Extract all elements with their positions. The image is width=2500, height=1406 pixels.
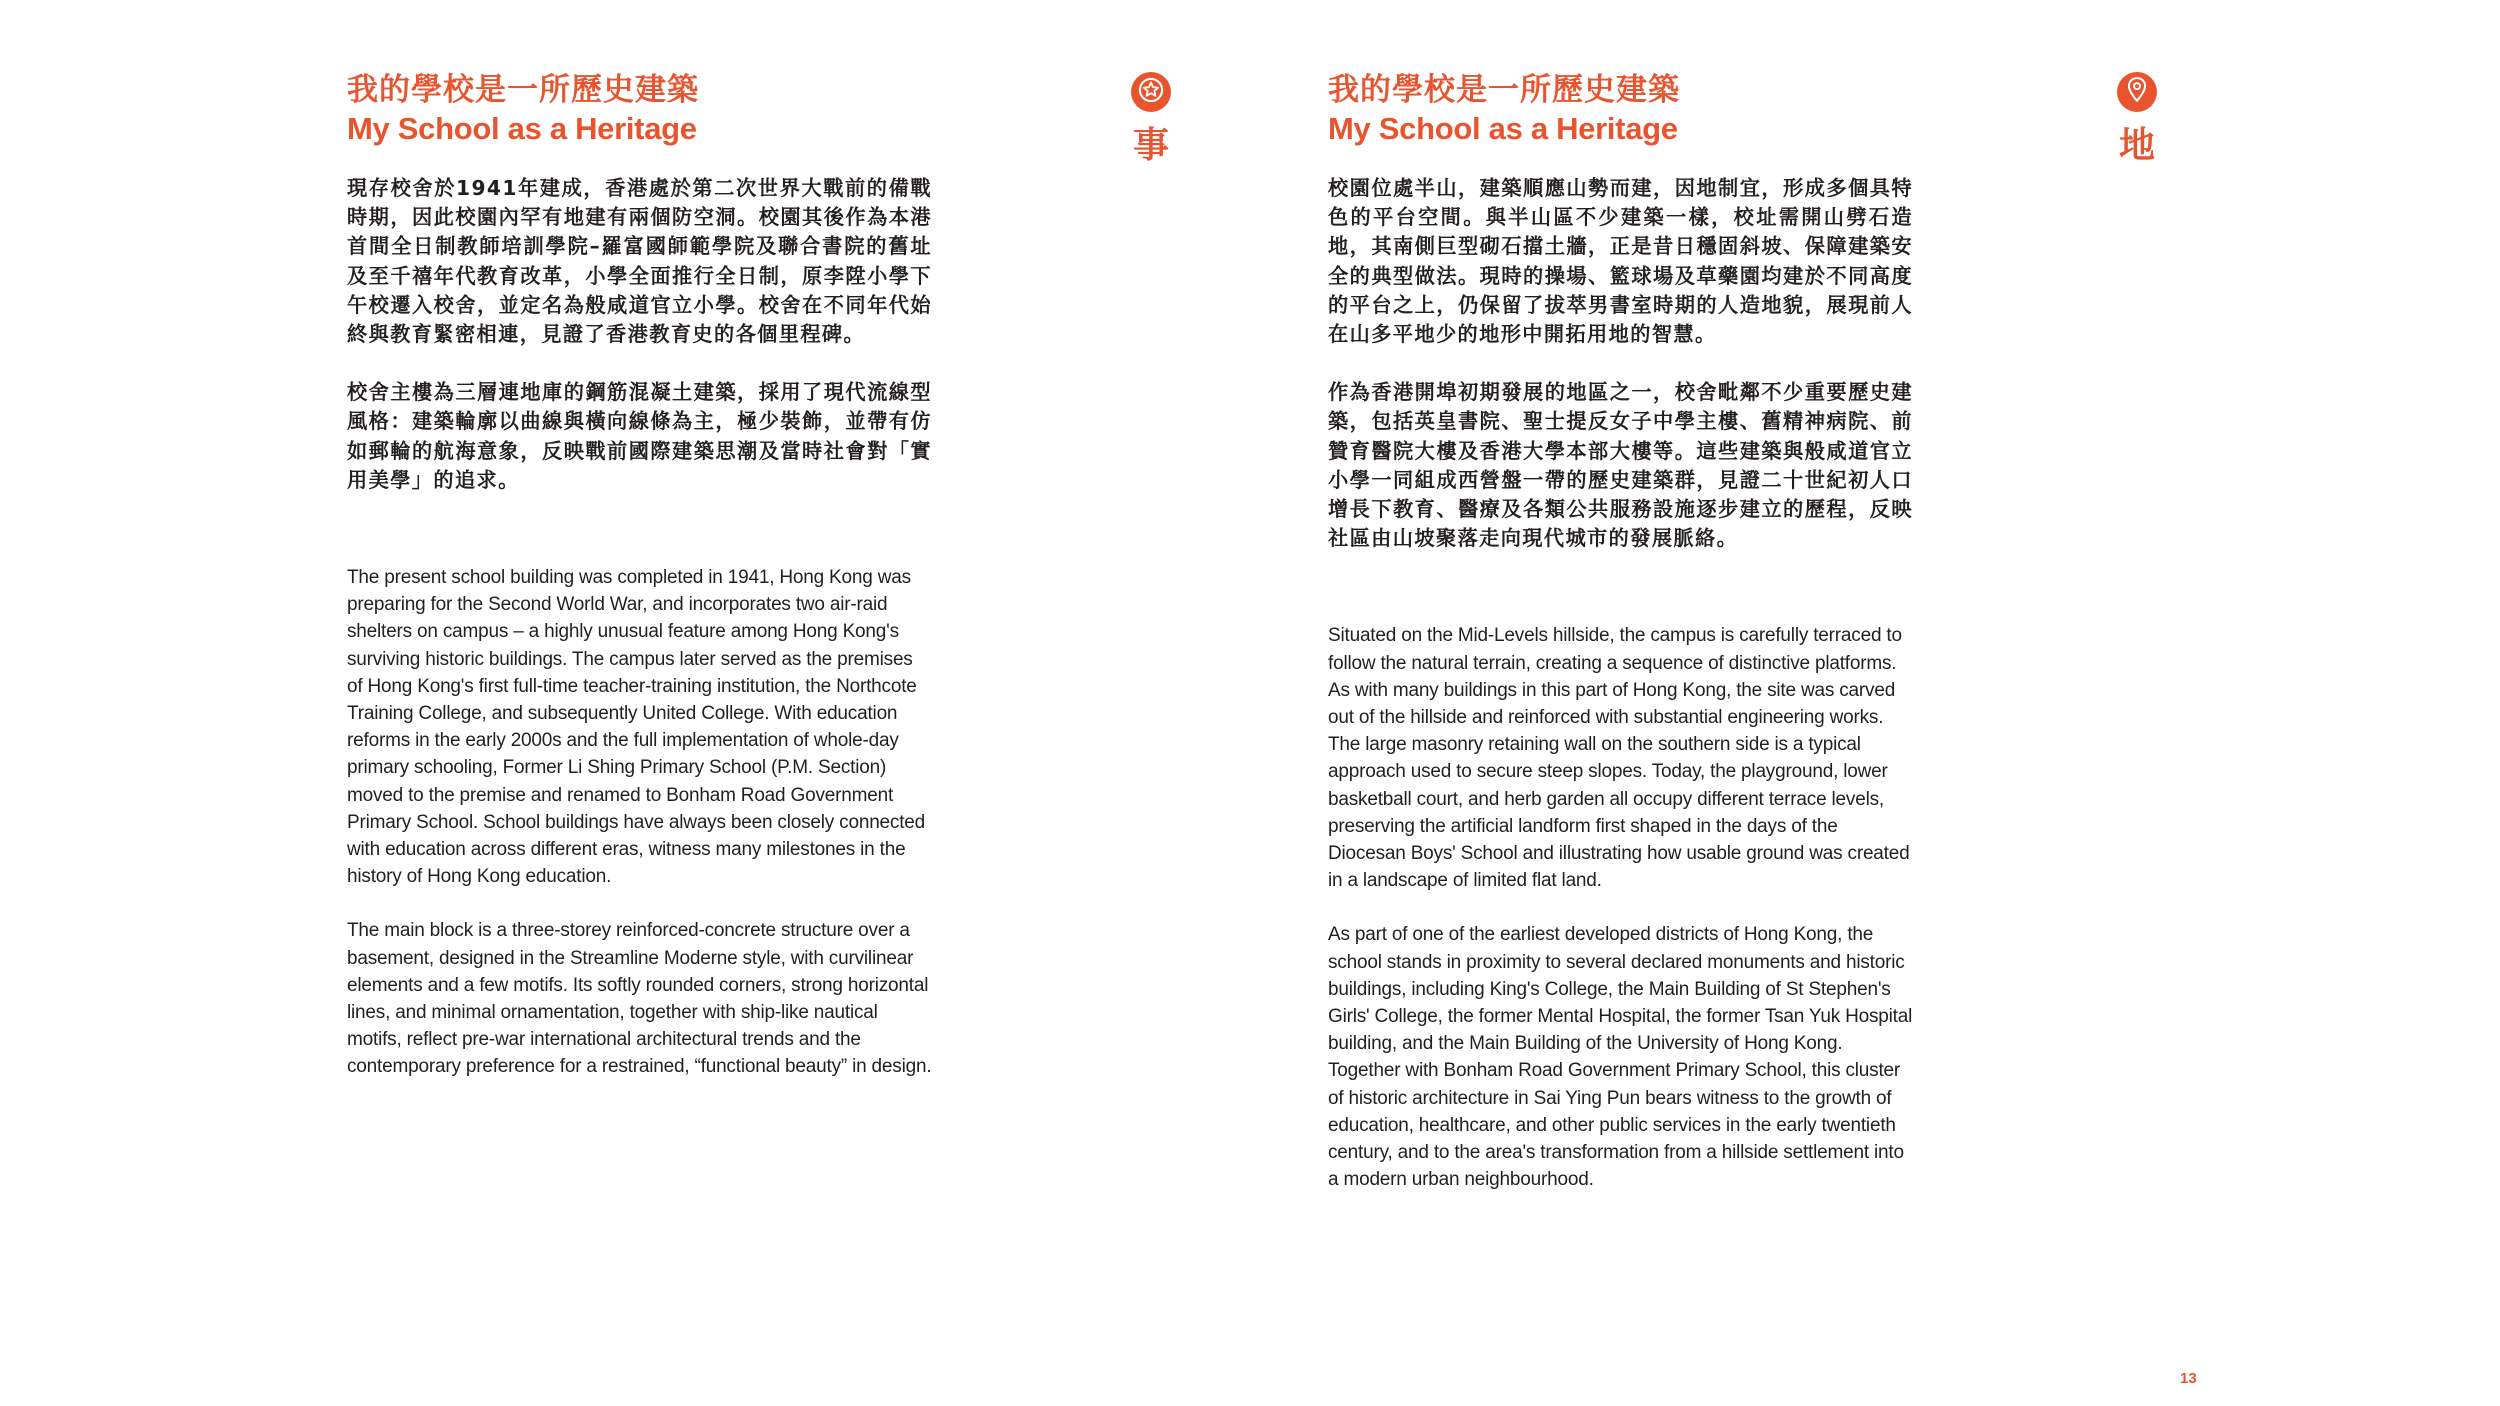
left-zh-paragraph-1: 現存校舍於1941年建成，香港處於第二次世界大戰前的備戰時期，因此校園內罕有地建有兩個防空洞。校園其後作為本港首間全日制教師培訓學院–羅富國師範學院及聯合書院的舊址及至千禧年代教育改革，小學全面推行全日制，原李陞小學下午校遷入校舍，並定名為般咸道官立小學。校舍在不同年代始終與教育緊密相連，見證了香港教育史的各個里程碑。 xyxy=(347,176,932,347)
left-en-paragraph-2: The main block is a three-storey reinforced-concrete structure over a basement, designed in the Streamline Moderne style, with curvilinear elements and a few motifs. Its softly rounded corners, strong horizontal lines, and minimal ornamentation, together with ship-like nautical motifs, reflect pre-war international architectural trends and the contemporary preference for a restrained, “functional beauty” in design. xyxy=(347,920,932,1078)
right-title-zh: 我的學校是一所歷史建築 xyxy=(1328,72,1680,108)
left-badge xyxy=(1131,72,1171,112)
right-badge xyxy=(2117,72,2157,112)
page-number: 13 xyxy=(2180,1370,2197,1387)
left-badge-char: 事 xyxy=(1132,125,1169,166)
map-pin-icon xyxy=(2124,76,2150,108)
left-zh-paragraph-2: 校舍主樓為三層連地庫的鋼筋混凝土建築，採用了現代流線型風格：建築輪廓以曲線與橫向線條為主，極少裝飾，並帶有仿如郵輪的航海意象，反映戰前國際建築思潮及當時社會對「實用美學」的追求。 xyxy=(347,380,932,492)
right-en-paragraph-2: As part of one of the earliest developed districts of Hong Kong, the school stands in proximity to several declared monuments and historic buildings, including King's College, the Main Building of St Stephen's Girls' College, the former Mental Hospital, the former Tsan Yuk Hospital building, and the Main Building of the University of Hong Kong. Together with Bonham Road Government Primary School, this cluster of historic architecture in Sai Ying Pun bears witness to the growth of education, healthcare, and other public services in the early twentieth century, and to the area's transformation from a hillside settlement into a modern urban neighbourhood. xyxy=(1328,924,1913,1191)
left-en-paragraph-1: The present school building was completed in 1941, Hong Kong was preparing for the Second World War, and incorporates two air-raid shelters on campus – a highly unusual feature among Hong Kong's surviving historic buildings. The campus later served as the premises of Hong Kong's first full-time teacher-training institution, the Northcote Training College, and subsequently United College. With education reforms in the early 2000s and the full implementation of whole-day primary schooling, Former Li Shing Primary School (P.M. Section) moved to the premise and renamed to Bonham Road Government Primary School. School buildings have always been closely connected with education across different eras, witness many milestones in the history of Hong Kong education. xyxy=(347,567,926,888)
left-column xyxy=(347,70,932,1081)
right-column xyxy=(1328,70,1913,1194)
right-zh-paragraph-2: 作為香港開埠初期發展的地區之一，校舍毗鄰不少重要歷史建築，包括英皇書院、聖士提反女子中學主樓、舊精神病院、前贊育醫院大樓及香港大學本部大樓等。這些建築與般咸道官立小學一同組成西營盤一帶的歷史建築群，見證二十世紀初人口增長下教育、醫療及各類公共服務設施逐步建立的歷程，反映社區由山坡聚落走向現代城市的發展脈絡。 xyxy=(1328,380,1913,551)
right-badge-char: 地 xyxy=(2118,125,2155,166)
right-en-paragraph-1: Situated on the Mid-Levels hillside, the campus is carefully terraced to follow the natural terrain, creating a sequence of distinctive platforms. As with many buildings in this part of Hong Kong, the site was carved out of the hillside and reinforced with substantial engineering works. The large masonry retaining wall on the southern side is a typical approach used to secure steep slopes. Today, the playground, lower basketball court, and herb garden all occupy different terrace levels, preserving the artificial landform first shaped in the days of the Diocesan Boys' School and illustrating how usable ground was created in a landscape of limited flat land. xyxy=(1328,625,1910,892)
right-zh-paragraph-1: 校園位處半山，建築順應山勢而建，因地制宜，形成多個具特色的平台空間。與半山區不少建築一樣，校址需開山劈石造地，其南側巨型砌石擋土牆，正是昔日穩固斜坡、保障建築安全的典型做法。現時的操場、籃球場及草藥園均建於不同高度的平台之上，仍保留了拔萃男書室時期的人造地貌，展現前人在山多平地少的地形中開拓用地的智慧。 xyxy=(1328,176,1913,347)
left-title-zh: 我的學校是一所歷史建築 xyxy=(347,72,699,108)
star-icon xyxy=(1137,76,1165,108)
right-title-en: My School as a Heritage xyxy=(1328,111,1678,146)
left-title-en: My School as a Heritage xyxy=(347,111,697,146)
